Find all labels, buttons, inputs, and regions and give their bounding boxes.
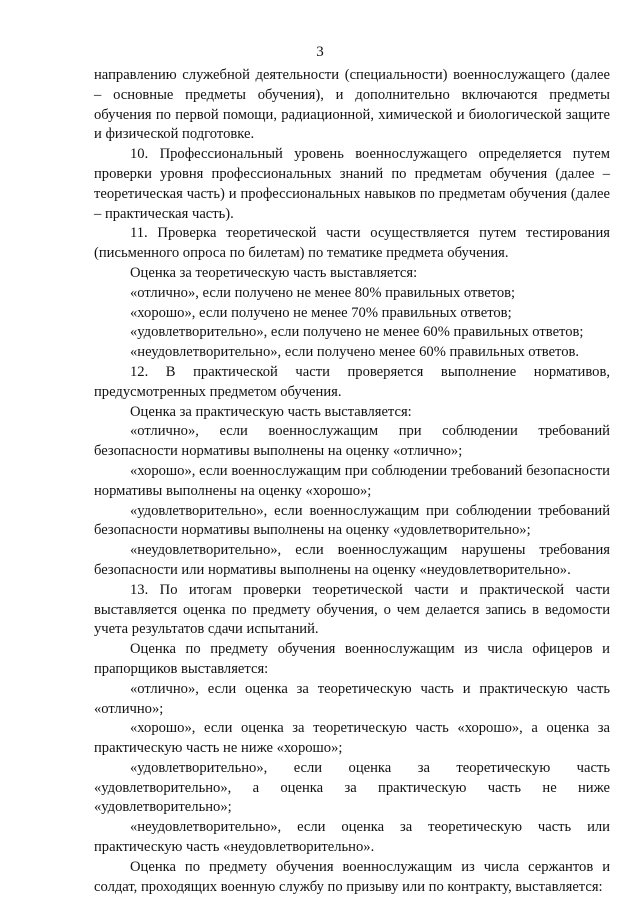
paragraph-18: «хорошо», если оценка за теоретическую часть «хорошо», а оценка за практическую часть не ниже «хорошо»; — [94, 720, 610, 757]
paragraph-4: Оценка за теоретическую часть выставляется: — [130, 264, 418, 281]
paragraph-14: «неудовлетворительно», если военнослужащим нарушены требования безопасности или нормативы выполнены на оценку «неудовлетворительно». — [94, 542, 610, 578]
paragraph-7: «удовлетворительно», если получено не менее 60% правильных ответов; — [130, 324, 584, 341]
paragraph-6: «хорошо», если получено не менее 70% правильных ответов; — [130, 304, 512, 321]
paragraph-12: «хорошо», если военнослужащим при соблюдении требований безопасности нормативы выполнены на оценку «хорошо»; — [94, 462, 610, 499]
paragraph-3: 11. Проверка теоретической части осуществляется путем тестирования (письменного опроса по билетам) по тематике предмета обучения. — [94, 225, 610, 262]
paragraph-11: «отлично», если военнослужащим при соблюдении требований безопасности нормативы выполнены на оценку «отлично»; — [94, 423, 610, 460]
paragraph-17: «отлично», если оценка за теоретическую часть и практическую часть «отлично»; — [94, 680, 610, 717]
paragraph-19: «удовлетворительно», если оценка за теоретическую часть «удовлетворительно», а оценка за практическую часть не ниже «удовлетворительно»; — [94, 759, 610, 816]
page-number: 3 — [316, 44, 324, 60]
document-body — [94, 66, 610, 897]
paragraph-2: 10. Профессиональный уровень военнослужащего определяется путем проверки уровня профессиональных знаний по предметам обучения (далее – теоретическая часть) и профессиональных навыков по предметам обучения (далее – практическая часть). — [94, 146, 610, 222]
paragraph-5: «отлично», если получено не менее 80% правильных ответов; — [130, 284, 516, 301]
paragraph-16: Оценка по предмету обучения военнослужащим из числа офицеров и прапорщиков выставляется: — [94, 641, 610, 677]
paragraph-9: 12. В практической части проверяется выполнение нормативов, предусмотренных предметом обучения. — [94, 363, 610, 400]
paragraph-15: 13. По итогам проверки теоретической части и практической части выставляется оценка по предмету обучения, о чем делается запись в ведомости учета результатов сдачи испытаний. — [94, 581, 610, 638]
paragraph-1: направлению служебной деятельности (специальности) военнослужащего (далее – основные предметы обучения), и дополнительно включаются предметы обучения по первой помощи, радиационной, химической и биологической защите и физической подготовке. — [94, 67, 610, 143]
paragraph-21: Оценка по предмету обучения военнослужащим из числа сержантов и солдат, проходящих военную службу по призыву или по контракту, выставляется: — [94, 858, 610, 895]
paragraph-20: «неудовлетворительно», если оценка за теоретическую часть или практическую часть «неудовлетворительно». — [94, 819, 610, 856]
paragraph-10: Оценка за практическую часть выставляется: — [130, 403, 412, 420]
paragraph-8: «неудовлетворительно», если получено менее 60% правильных ответов. — [130, 344, 580, 361]
paragraph-13: «удовлетворительно», если военнослужащим при соблюдении требований безопасности нормативы выполнены на оценку «удовлетворительно»; — [94, 502, 610, 539]
